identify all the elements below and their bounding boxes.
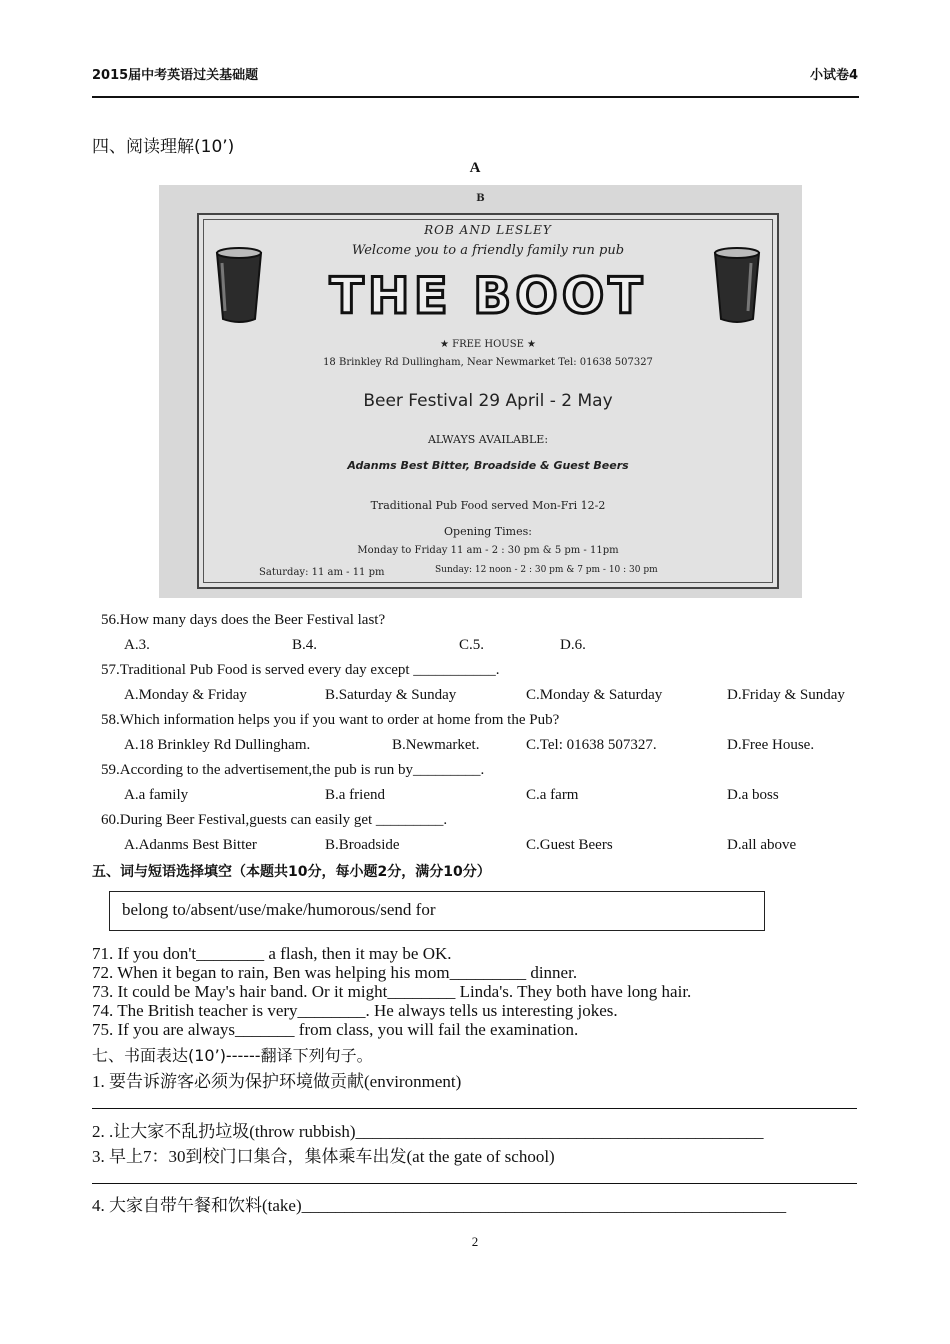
q56-option-a: A.3. <box>124 637 150 653</box>
ad-food: Traditional Pub Food served Mon-Fri 12-2 <box>370 499 606 512</box>
header-left: 2015届中考英语过关基础题 <box>92 68 259 83</box>
page-header <box>92 64 858 83</box>
answer-line-1 <box>92 1108 857 1109</box>
ad-address: 18 Brinkley Rd Dullingham, Near Newmarket Tel: 01638 507327 <box>323 357 653 368</box>
q57-option-a: A.Monday & Friday <box>124 687 247 703</box>
section5-title: 五、词与短语选择填空（本题共10分，每小题2分，满分10分） <box>92 864 491 880</box>
q56-option-b: B.4. <box>292 637 318 653</box>
translation-1: 1. 要告诉游客必须为保护环境做贡献(environment) <box>92 1072 462 1091</box>
q60-option-d: D.all above <box>727 837 797 853</box>
sentence-71: 71. If you don't________ a flash, then it may be OK. <box>92 944 452 963</box>
q59-option-c: C.a farm <box>526 787 579 803</box>
translation-3: 3. 早上7：30到校门口集合，集体乘车出发(at the gate of school) <box>92 1147 555 1166</box>
q58-option-b: B.Newmarket. <box>392 737 480 753</box>
pub-name: THE BOOT <box>329 267 647 325</box>
question-56: 56.How many days does the Beer Festival last? <box>101 612 386 628</box>
section4-title: 四、阅读理解(10’) <box>92 137 235 157</box>
q58-option-c: C.Tel: 01638 507327. <box>526 737 657 753</box>
q58-option-a: A.18 Brinkley Rd Dullingham. <box>124 737 311 753</box>
ad-beers: Adanms Best Bitter, Broadside & Guest Beers <box>347 459 629 472</box>
q56-option-d: D.6. <box>560 637 586 653</box>
ad-free-house: ★ FREE HOUSE ★ <box>439 339 537 350</box>
question-59: 59.According to the advertisement,the pub is run by_________. <box>101 762 485 778</box>
q57-option-d: D.Friday & Sunday <box>727 687 845 703</box>
sentence-73: 73. It could be May's hair band. Or it might________ Linda's. They both have long hair. <box>92 982 692 1001</box>
header-right: 小试卷4 <box>809 68 858 83</box>
answer-line-3 <box>92 1183 857 1184</box>
q59-option-b: B.a friend <box>325 787 385 803</box>
word-bank-box <box>109 891 765 931</box>
ad-saturday-hours: Saturday: 11 am - 11 pm <box>259 567 385 578</box>
ad-tag: B <box>476 193 485 204</box>
q56-option-c: C.5. <box>459 637 485 653</box>
q58-option-d: D.Free House. <box>727 737 815 753</box>
question-60: 60.During Beer Festival,guests can easily get _________. <box>101 812 448 828</box>
q59-option-d: D.a boss <box>727 787 779 803</box>
ad-frame <box>197 213 779 589</box>
header-rule <box>92 96 859 98</box>
question-57: 57.Traditional Pub Food is served every day except ___________. <box>101 662 500 678</box>
q57-option-b: B.Saturday & Sunday <box>325 687 457 703</box>
pub-advertisement <box>159 185 802 598</box>
q60-option-a: A.Adanms Best Bitter <box>124 837 257 853</box>
ad-sunday-hours: Sunday: 12 noon - 2 : 30 pm & 7 pm - 10 : 30 pm <box>435 565 658 575</box>
q59-option-a: A.a family <box>124 787 189 803</box>
sentence-72: 72. When it began to rain, Ben was helping his mom_________ dinner. <box>92 963 578 982</box>
section7-title: 七、书面表达(10’)------翻译下列句子。 <box>92 1046 373 1065</box>
passage-label: A <box>469 160 481 176</box>
page-number: 2 <box>471 1234 479 1249</box>
translation-4: 4. 大家自带午餐和饮料(take)_________________________________________________________ <box>92 1196 787 1215</box>
q60-option-c: C.Guest Beers <box>526 837 613 853</box>
word-bank: belong to/absent/use/make/humorous/send for <box>122 900 436 919</box>
ad-welcome: Welcome you to a friendly family run pub <box>351 243 625 258</box>
ad-always-available: ALWAYS AVAILABLE: <box>427 433 549 446</box>
sentence-75: 75. If you are always_______ from class, you will fail the examination. <box>92 1020 579 1039</box>
sentence-74: 74. The British teacher is very________. He always tells us interesting jokes. <box>92 1001 618 1020</box>
ad-weekday-hours: Monday to Friday 11 am - 2 : 30 pm & 5 pm - 11pm <box>357 545 619 556</box>
ad-festival: Beer Festival 29 April - 2 May <box>363 391 613 411</box>
translation-2: 2. .让大家不乱扔垃圾(throw rubbish)________________________________________________ <box>92 1122 764 1141</box>
ad-owners: ROB AND LESLEY <box>424 223 552 237</box>
q60-option-b: B.Broadside <box>325 837 400 853</box>
ad-opening-label: Opening Times: <box>444 525 532 538</box>
question-58: 58.Which information helps you if you want to order at home from the Pub? <box>101 712 560 728</box>
q57-option-c: C.Monday & Saturday <box>526 687 663 703</box>
